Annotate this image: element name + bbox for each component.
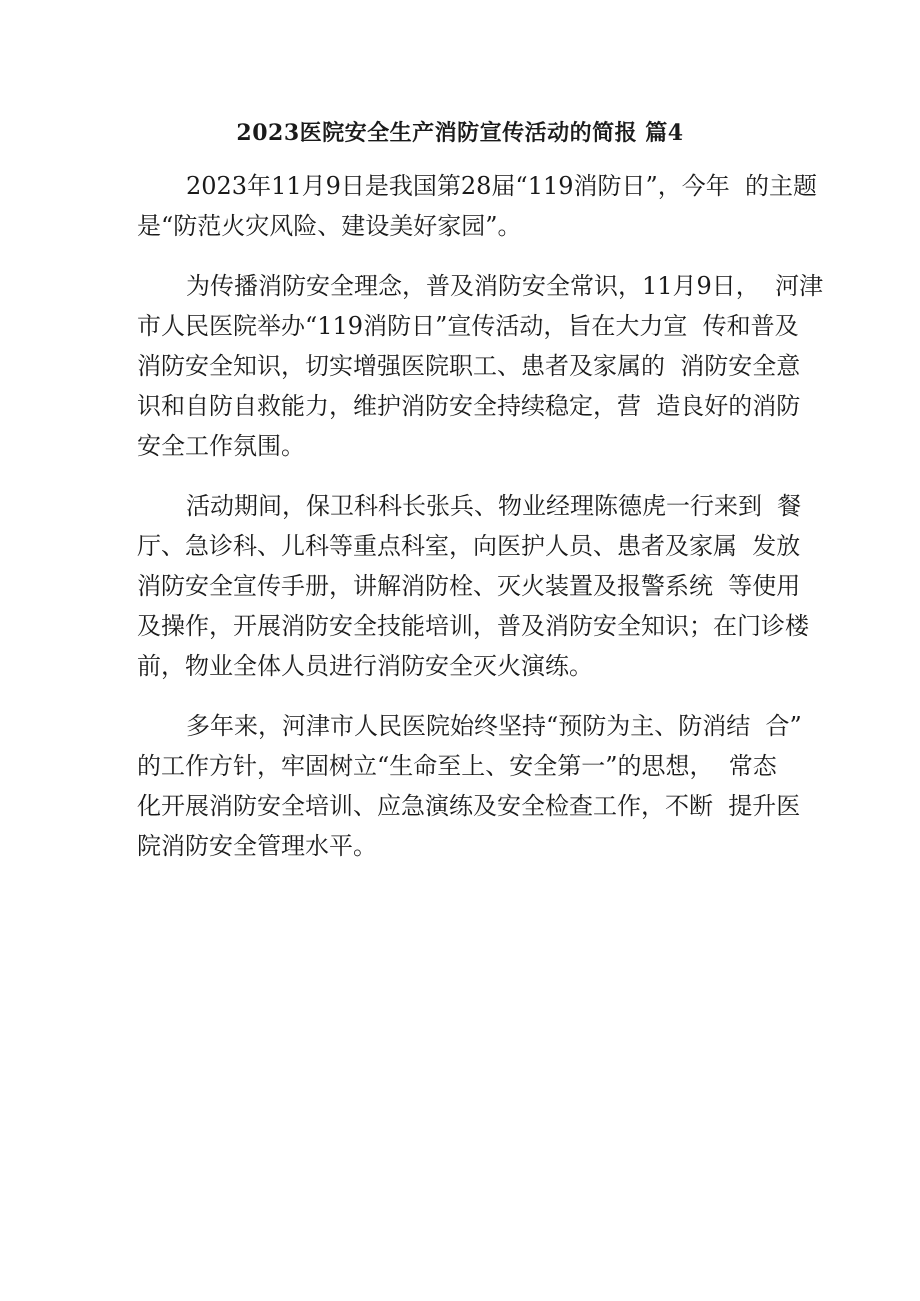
paragraph-4	[137, 706, 802, 866]
document-title: 2023医院安全生产消防宣传活动的简报 篇4	[236, 120, 684, 146]
text-line: 消防安全知识，切实增强医院职工、患者及家属的 消防安全意	[137, 352, 801, 380]
text-line: 活动期间，保卫科科长张兵、物业经理陈德虎一行来到 餐	[186, 492, 802, 520]
text-line: 2023年11月9日是我国第28届“119消防日”，今年 的主题	[186, 172, 818, 200]
document-body	[137, 166, 824, 866]
text-line: 前，物业全体人员进行消防安全灭火演练。	[137, 652, 593, 680]
paragraph-3	[137, 486, 809, 686]
text-line: 消防安全宣传手册，讲解消防栓、灭火装置及报警系统 等使用	[137, 572, 801, 600]
paragraph-1	[137, 166, 818, 246]
text-line: 安全工作氛围。	[137, 432, 305, 460]
text-line: 化开展消防安全培训、应急演练及安全检查工作，不断 提升医	[137, 792, 801, 820]
text-line: 识和自防自救能力，维护消防安全持续稳定，营 造良好的消防	[137, 392, 801, 420]
text-line: 多年来，河津市人民医院始终坚持“预防为主、防消结 合”	[186, 712, 802, 740]
text-line: 及操作，开展消防安全技能培训，普及消防安全知识；在门诊楼	[137, 612, 809, 640]
text-line: 为传播消防安全理念，普及消防安全常识，11月9日， 河津	[186, 272, 824, 300]
text-line: 院消防安全管理水平。	[137, 832, 377, 860]
text-line: 是“防范火灾风险、建设美好家园”。	[137, 212, 522, 240]
paragraph-2	[137, 266, 824, 466]
paragraph-spacer	[137, 686, 789, 706]
paragraph-spacer	[137, 246, 789, 266]
text-line: 市人民医院举办“119消防日”宣传活动，旨在大力宣 传和普及	[137, 312, 799, 340]
text-line: 厅、急诊科、儿科等重点科室，向医护人员、患者及家属 发放	[137, 532, 801, 560]
paragraph-spacer	[137, 466, 789, 486]
text-line: 的工作方针，牢固树立“生命至上、安全第一”的思想， 常态	[137, 752, 777, 780]
